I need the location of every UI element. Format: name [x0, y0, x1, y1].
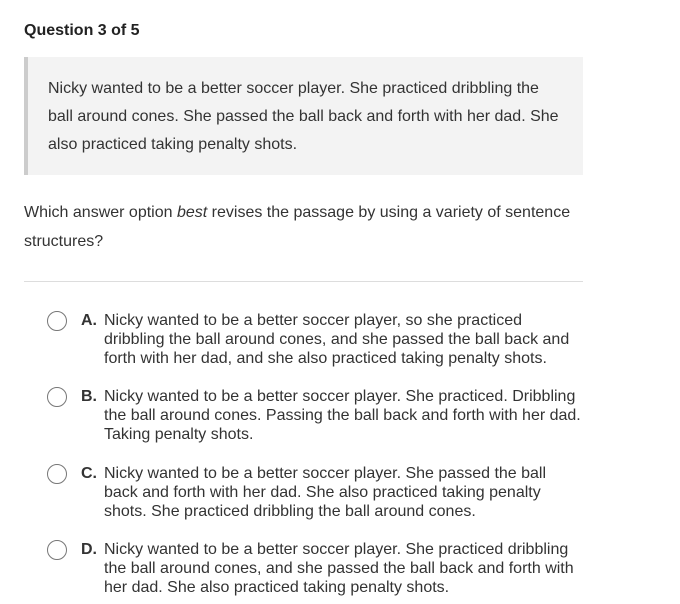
divider — [24, 281, 583, 282]
radio-button-b[interactable] — [47, 387, 67, 407]
prompt-text-end: revises the passage by using a variety of sentence structures? — [24, 204, 571, 250]
passage-text: Nicky wanted to be a better soccer player. She practiced dribbling the ball around cones. She passed the ball back and forth with her dad. She also practiced taking penalty shots. — [48, 80, 559, 153]
radio-button-a[interactable] — [47, 311, 67, 331]
option-text-b: Nicky wanted to be a better soccer player. She practiced. Dribbling the ball around cones. Passing the ball back and forth with her dad. Taking penalty shots. — [104, 388, 581, 443]
option-letter-d: D. — [81, 541, 97, 558]
question-header: Question 3 of 5 — [24, 22, 140, 39]
passage-box — [24, 57, 583, 175]
question-prompt — [24, 198, 583, 256]
radio-button-c[interactable] — [47, 464, 67, 484]
option-letter-b: B. — [81, 388, 97, 405]
option-text-c: Nicky wanted to be a better soccer player. She passed the ball back and forth with her dad. She also practiced taking penalty shots. She practiced dribbling the ball around cones. — [104, 465, 547, 520]
option-text-a: Nicky wanted to be a better soccer player, so she practiced dribbling the ball around cones, and she passed the ball back and forth with her dad, and she also practiced taking penalty shots. — [104, 312, 570, 367]
option-letter-c: C. — [81, 465, 97, 482]
prompt-emphasis: best — [176, 204, 208, 221]
prompt-text-start: Which answer option — [24, 204, 177, 221]
option-text-d: Nicky wanted to be a better soccer player. She practiced dribbling the ball around cones, and she passed the ball back and forth with her dad. She also practiced taking penalty shots. — [104, 541, 574, 596]
radio-button-d[interactable] — [47, 540, 67, 560]
option-letter-a: A. — [81, 312, 97, 329]
